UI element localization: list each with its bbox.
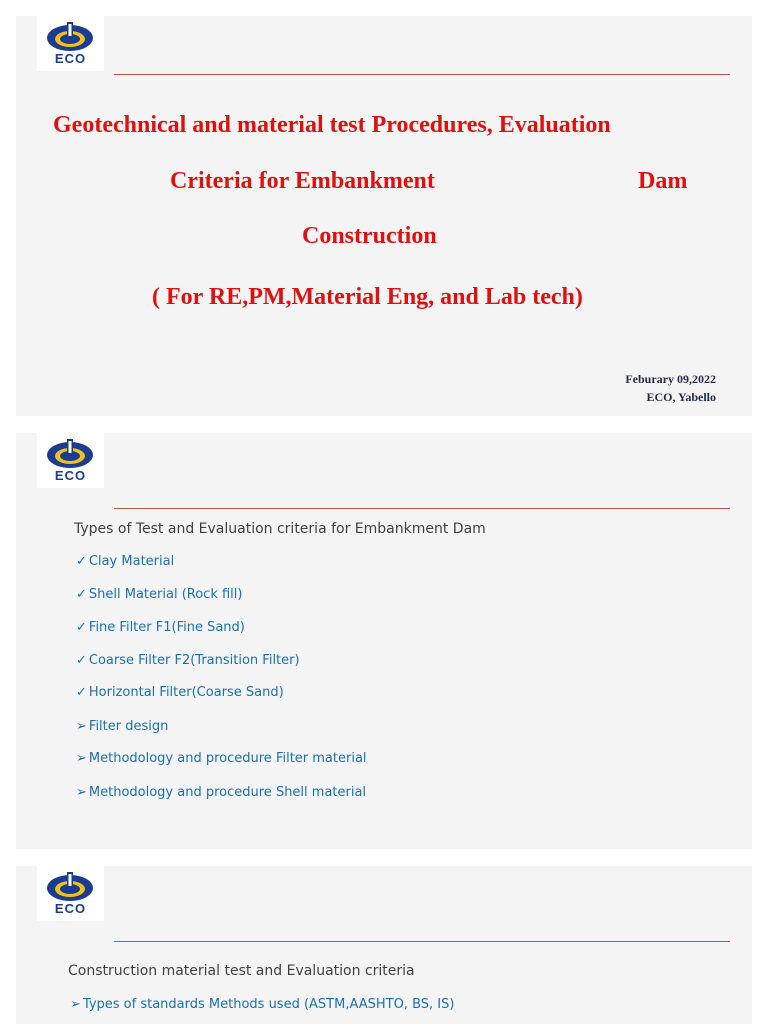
header-rule (114, 508, 730, 509)
list-item-label: Horizontal Filter(Coarse Sand) (88, 685, 284, 700)
logo-text: ECO (54, 468, 87, 483)
arrow-bullet-icon: ➢ (76, 785, 87, 800)
list-item (76, 785, 366, 800)
list-item (76, 554, 174, 569)
subtitle: ( For RE,PM,Material Eng, and Lab tech) (152, 284, 583, 310)
list-item (76, 620, 245, 635)
list-item-label: Types of standards Methods used (ASTM,AASHTO, BS, IS) (82, 997, 455, 1012)
list-item-label: Fine Filter F1(Fine Sand) (88, 620, 245, 635)
title-line-3: Construction (302, 223, 437, 249)
slide-heading: Construction material test and Evaluation criteria (68, 963, 415, 979)
slide-test-types (16, 433, 752, 849)
eco-emblem-icon (45, 870, 95, 902)
slide-standards (16, 866, 752, 1024)
list-item (76, 719, 168, 734)
list-item (76, 653, 300, 668)
eco-logo (37, 16, 104, 71)
list-item (76, 685, 284, 700)
title-line-1: Geotechnical and material test Procedures, Evaluation (53, 112, 611, 138)
checkmark-icon: ✓ (76, 620, 87, 635)
list-item-label: Shell Material (Rock fill) (88, 587, 243, 602)
header-rule (114, 74, 730, 75)
arrow-bullet-icon: ➢ (70, 997, 81, 1012)
arrow-bullet-icon: ➢ (76, 751, 87, 766)
logo-text: ECO (54, 51, 87, 66)
list-item-label: Coarse Filter F2(Transition Filter) (88, 653, 300, 668)
logo-text: ECO (54, 901, 87, 916)
checkmark-icon: ✓ (76, 653, 87, 668)
list-item-label: Clay Material (88, 554, 175, 569)
eco-logo (37, 866, 104, 921)
checkmark-icon: ✓ (76, 587, 87, 602)
title-line-2b: Dam (638, 168, 688, 194)
eco-emblem-icon (45, 437, 95, 469)
date-text: Feburary 09,2022 (625, 372, 716, 386)
list-item-label: Methodology and procedure Shell material (88, 785, 367, 800)
list-item (76, 751, 367, 766)
slide-heading: Types of Test and Evaluation criteria for Embankment Dam (74, 521, 486, 537)
eco-emblem-icon (45, 20, 95, 52)
place-text: ECO, Yabello (646, 390, 716, 404)
eco-logo (37, 433, 104, 488)
list-item (76, 587, 242, 602)
list-item (70, 997, 454, 1012)
list-item-label: Filter design (88, 719, 169, 734)
slide-title (16, 16, 752, 416)
checkmark-icon: ✓ (76, 554, 87, 569)
header-rule (114, 941, 730, 942)
title-line-2a: Criteria for Embankment (170, 168, 435, 194)
list-item-label: Methodology and procedure Filter material (88, 751, 367, 766)
arrow-bullet-icon: ➢ (76, 719, 87, 734)
checkmark-icon: ✓ (76, 685, 87, 700)
